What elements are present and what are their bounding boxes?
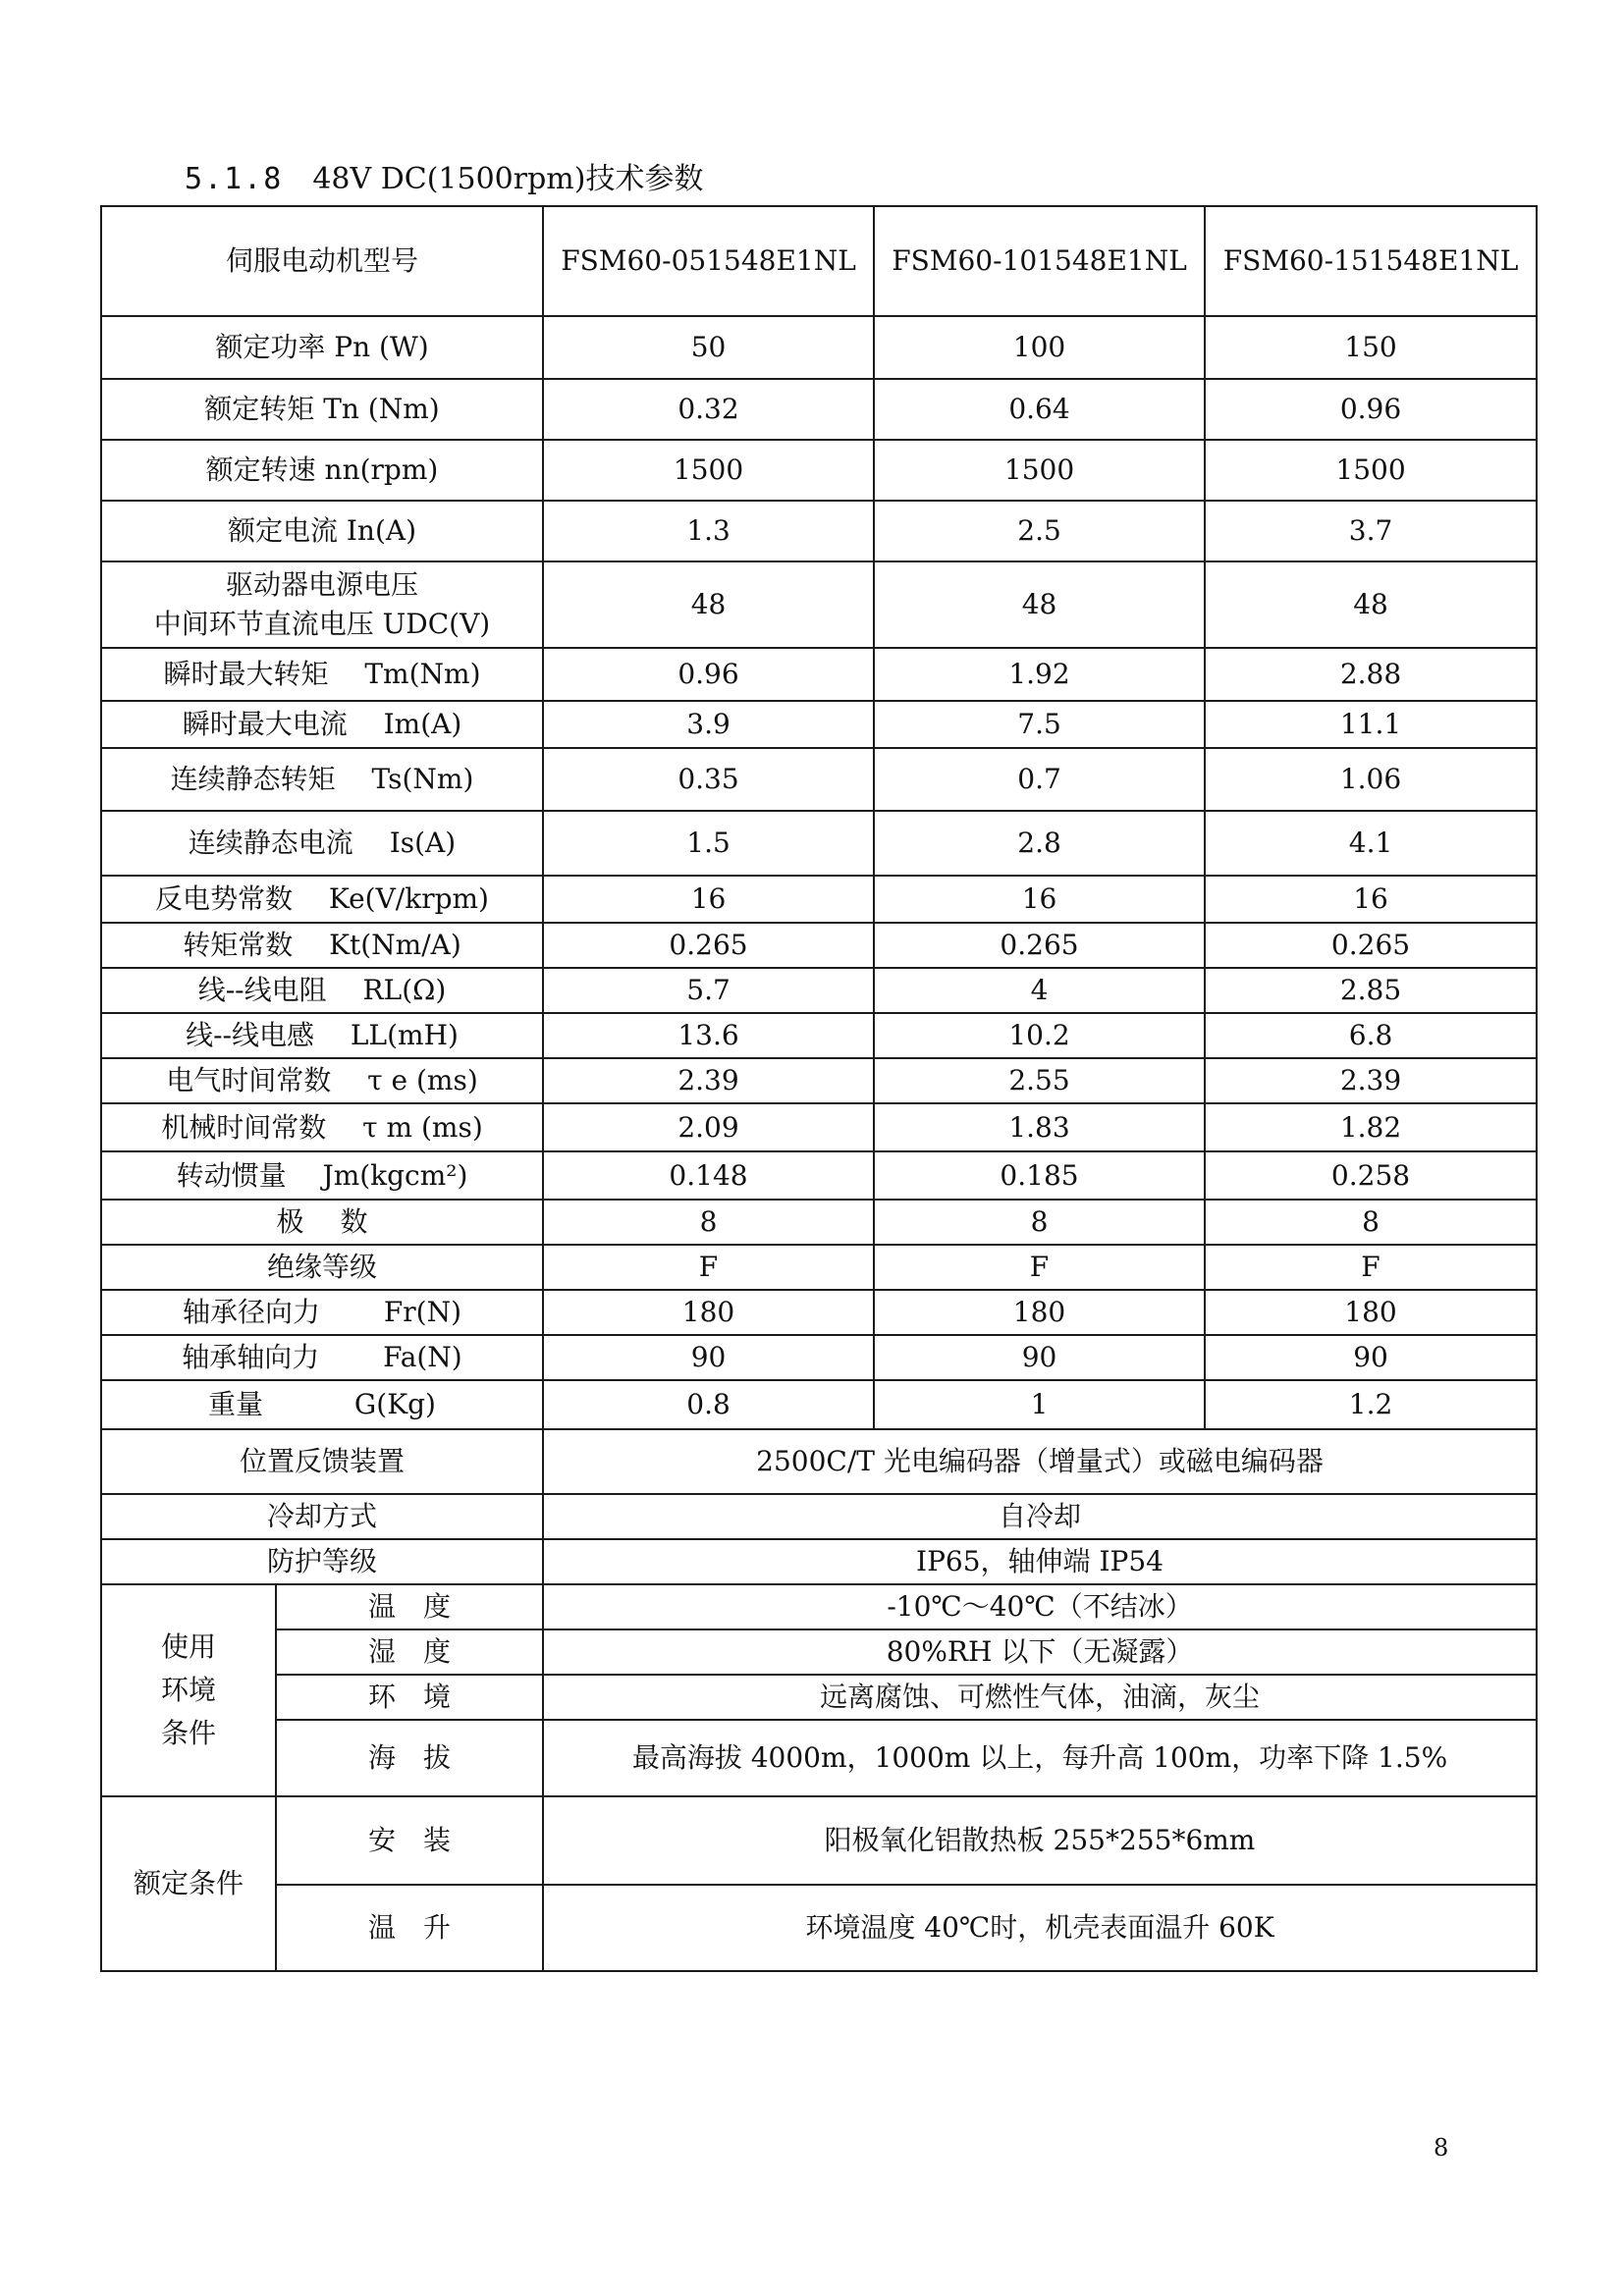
param-value: 90	[874, 1335, 1205, 1380]
param-label	[101, 701, 543, 748]
param-label	[101, 1013, 543, 1058]
param-value: 1.83	[874, 1103, 1205, 1151]
param-value: 90	[1205, 1335, 1537, 1380]
param-label-text: 额定功率 Pn (W)	[215, 331, 429, 363]
environment-label: 温 度	[276, 1584, 543, 1629]
param-label-text: 机械时间常数 τ m (ms)	[161, 1110, 483, 1144]
param-row	[101, 648, 1537, 701]
param-row	[101, 1200, 1537, 1245]
param-value: 3.7	[1205, 501, 1537, 561]
param-value: 48	[874, 561, 1205, 648]
param-value: 0.35	[543, 748, 874, 811]
param-value: 2.09	[543, 1103, 874, 1151]
environment-value: -10℃～40℃（不结冰）	[543, 1584, 1537, 1629]
param-row	[101, 440, 1537, 501]
param-label-text: 瞬时最大转矩 Tm(Nm)	[163, 658, 481, 690]
param-value: 0.96	[1205, 379, 1537, 440]
environment-value: 最高海拔 4000m，1000m 以上，每升高 100m，功率下降 1.5%	[543, 1720, 1537, 1796]
param-value: 150	[1205, 316, 1537, 379]
param-row	[101, 1290, 1537, 1335]
param-value: 90	[543, 1335, 874, 1380]
param-label-text: 连续静态电流 Is(A)	[188, 827, 457, 859]
environment-label: 海 拔	[276, 1720, 543, 1796]
param-value: 1.3	[543, 501, 874, 561]
param-value: 0.185	[874, 1151, 1205, 1200]
rated-condition-value: 阳极氧化铝散热板 255*255*6mm	[543, 1796, 1537, 1885]
param-label-text-2: 中间环节直流电压 UDC(V)	[153, 608, 491, 640]
param-label-text: 额定转速 nn(rpm)	[205, 454, 439, 486]
environment-label: 环 境	[276, 1675, 543, 1720]
param-value: 1500	[874, 440, 1205, 501]
param-value: 6.8	[1205, 1013, 1537, 1058]
environment-group-label: 使用 环境 条件	[101, 1584, 276, 1796]
param-value: 100	[874, 316, 1205, 379]
param-value: 11.1	[1205, 701, 1537, 748]
param-value: 4	[874, 968, 1205, 1013]
param-label-text: 转矩常数 Kt(Nm/A)	[183, 929, 461, 961]
param-row	[101, 748, 1537, 811]
model-header-label: 伺服电动机型号	[101, 206, 543, 316]
param-value: 13.6	[543, 1013, 874, 1058]
rated-condition-row	[101, 1885, 1537, 1971]
param-label	[101, 1200, 543, 1245]
param-value: 16	[874, 876, 1205, 923]
param-value: 1	[874, 1380, 1205, 1429]
param-value: 1.2	[1205, 1380, 1537, 1429]
param-label	[101, 648, 543, 701]
param-label-text: 驱动器电源电压	[226, 568, 419, 601]
rated-conditions-group-label: 额定条件	[101, 1796, 276, 1971]
param-row	[101, 923, 1537, 968]
param-value: F	[543, 1245, 874, 1290]
param-value: 0.32	[543, 379, 874, 440]
param-value: 2.55	[874, 1058, 1205, 1103]
page-number: 8	[1434, 2134, 1449, 2162]
environment-row	[101, 1675, 1537, 1720]
param-value: 0.8	[543, 1380, 874, 1429]
param-row	[101, 876, 1537, 923]
model-header-cell: FSM60-051548E1NL	[543, 206, 874, 316]
param-value: 1500	[1205, 440, 1537, 501]
param-label-text: 瞬时最大电流 Im(A)	[182, 708, 462, 740]
param-value: 2.39	[1205, 1058, 1537, 1103]
param-row	[101, 501, 1537, 561]
param-row	[101, 701, 1537, 748]
param-label	[101, 1335, 543, 1380]
param-label-text: 绝缘等级	[267, 1251, 378, 1283]
common-value: IP65，轴伸端 IP54	[543, 1539, 1537, 1584]
param-label	[101, 379, 543, 440]
param-value: 16	[543, 876, 874, 923]
param-row	[101, 1245, 1537, 1290]
param-label	[101, 1058, 543, 1103]
param-row	[101, 1103, 1537, 1151]
param-label-text: 转动惯量 Jm(kgcm²)	[176, 1158, 468, 1192]
param-label	[101, 1103, 543, 1151]
param-label-text: 连续静态转矩 Ts(Nm)	[170, 763, 474, 795]
environment-row	[101, 1584, 1537, 1629]
rated-condition-label: 温 升	[276, 1885, 543, 1971]
param-value: 8	[1205, 1200, 1537, 1245]
rated-condition-label: 安 装	[276, 1796, 543, 1885]
param-label	[101, 1380, 543, 1429]
param-label-text: 重量 G(Kg)	[208, 1388, 436, 1420]
param-row	[101, 1058, 1537, 1103]
common-label: 位置反馈装置	[101, 1429, 543, 1494]
param-value: 5.7	[543, 968, 874, 1013]
param-label	[101, 748, 543, 811]
param-value: 0.258	[1205, 1151, 1537, 1200]
param-value: 7.5	[874, 701, 1205, 748]
param-value: 10.2	[874, 1013, 1205, 1058]
common-row	[101, 1494, 1537, 1539]
param-label	[101, 316, 543, 379]
param-label	[101, 923, 543, 968]
param-label-text: 轴承轴向力 Fa(N)	[182, 1341, 462, 1373]
model-header-cell: FSM60-151548E1NL	[1205, 206, 1537, 316]
param-value: 2.8	[874, 811, 1205, 876]
param-label	[101, 1290, 543, 1335]
common-label: 冷却方式	[101, 1494, 543, 1539]
param-value: 2.85	[1205, 968, 1537, 1013]
section-title: 48V DC(1500rpm)技术参数	[312, 162, 704, 196]
spec-table	[100, 205, 1538, 1972]
param-label	[101, 811, 543, 876]
param-row	[101, 1380, 1537, 1429]
common-row	[101, 1539, 1537, 1584]
param-value: 0.96	[543, 648, 874, 701]
param-value: 48	[1205, 561, 1537, 648]
environment-value: 80%RH 以下（无凝露）	[543, 1629, 1537, 1675]
param-value: 0.265	[543, 923, 874, 968]
param-label-text: 电气时间常数 τ e (ms)	[166, 1064, 478, 1096]
param-label-text: 线--线电感 LL(mH)	[186, 1019, 459, 1051]
param-value: 0.148	[543, 1151, 874, 1200]
param-label-text: 极 数	[276, 1205, 368, 1238]
param-value: 16	[1205, 876, 1537, 923]
param-value: 180	[1205, 1290, 1537, 1335]
param-label	[101, 968, 543, 1013]
param-label	[101, 561, 543, 648]
param-value: 8	[874, 1200, 1205, 1245]
environment-row	[101, 1629, 1537, 1675]
param-value: 0.64	[874, 379, 1205, 440]
param-value: 48	[543, 561, 874, 648]
param-value: 180	[543, 1290, 874, 1335]
param-value: 8	[543, 1200, 874, 1245]
param-value: 2.5	[874, 501, 1205, 561]
param-value: 0.7	[874, 748, 1205, 811]
param-row	[101, 968, 1537, 1013]
environment-value: 远离腐蚀、可燃性气体，油滴，灰尘	[543, 1675, 1537, 1720]
param-row	[101, 811, 1537, 876]
param-label	[101, 440, 543, 501]
param-value: 0.265	[1205, 923, 1537, 968]
common-row	[101, 1429, 1537, 1494]
param-row	[101, 1151, 1537, 1200]
param-value: 0.265	[874, 923, 1205, 968]
param-value: 2.88	[1205, 648, 1537, 701]
param-value: 180	[874, 1290, 1205, 1335]
model-header-cell: FSM60-101548E1NL	[874, 206, 1205, 316]
param-label	[101, 1245, 543, 1290]
param-value: 3.9	[543, 701, 874, 748]
param-value: 50	[543, 316, 874, 379]
common-value: 自冷却	[543, 1494, 1537, 1539]
param-value: 1.5	[543, 811, 874, 876]
rated-condition-value: 环境温度 40℃时，机壳表面温升 60K	[543, 1885, 1537, 1971]
param-label	[101, 1151, 543, 1200]
param-row	[101, 561, 1537, 648]
param-value: 4.1	[1205, 811, 1537, 876]
common-value: 2500C/T 光电编码器（增量式）或磁电编码器	[543, 1429, 1537, 1494]
param-value: 1500	[543, 440, 874, 501]
environment-row	[101, 1720, 1537, 1796]
param-value: 2.39	[543, 1058, 874, 1103]
param-row	[101, 379, 1537, 440]
param-row	[101, 1013, 1537, 1058]
param-label-text: 额定电流 In(A)	[227, 514, 417, 547]
rated-condition-row	[101, 1796, 1537, 1885]
param-value: F	[1205, 1245, 1537, 1290]
param-value: 1.06	[1205, 748, 1537, 811]
param-value: 1.92	[874, 648, 1205, 701]
param-value: F	[874, 1245, 1205, 1290]
param-row	[101, 316, 1537, 379]
param-value: 1.82	[1205, 1103, 1537, 1151]
environment-label: 湿 度	[276, 1629, 543, 1675]
param-label-text: 反电势常数 Ke(V/krpm)	[155, 882, 489, 915]
param-label-text: 线--线电阻 RL(Ω)	[197, 974, 447, 1006]
param-label-text: 轴承径向力 Fr(N)	[182, 1296, 462, 1328]
param-label	[101, 876, 543, 923]
section-heading	[185, 160, 703, 199]
section-number: 5.1.8	[185, 162, 284, 196]
param-label-text: 额定转矩 Tn (Nm)	[204, 393, 440, 425]
param-row	[101, 1335, 1537, 1380]
param-label	[101, 501, 543, 561]
common-label: 防护等级	[101, 1539, 543, 1584]
header-row	[101, 206, 1537, 316]
